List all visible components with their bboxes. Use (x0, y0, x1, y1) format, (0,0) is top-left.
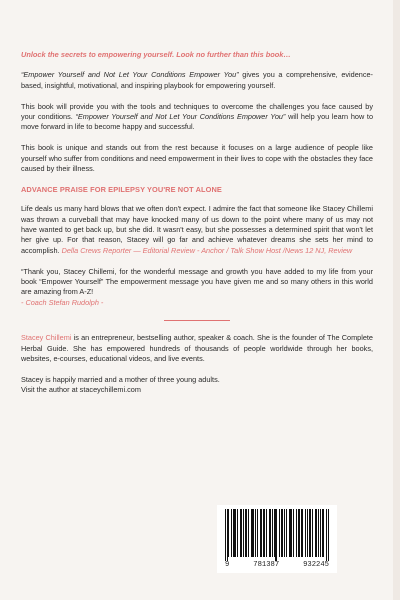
closing-line-1: Stacey is happily married and a mother of three young adults. (21, 374, 220, 384)
praise-heading: ADVANCE PRAISE FOR EPILEPSY YOU'RE NOT ALONE (21, 184, 222, 194)
isbn-barcode (217, 505, 337, 573)
review-1-text: Life deals us many hard blows that we often don't expect. I admire the fact that someone like Stacey Chillemi was thrown a curveball that may have knocked many of us down to the point where many of us may not have wanted to get back up, but she did. It wasn't easy, but she possesses a determined spirit that won't let her give up. For that reason, Stacey will go far and achieve whatever dreams she sets her mind to accomplish. (21, 204, 373, 255)
review-1-attribution: Della Crews Reporter — Editorial Review - Anchor / Talk Show Host /News 12 NJ, Review (61, 245, 353, 255)
tools-text-before: This book will provide you with the tools and techniques to overcome the challenges you face caused by your conditions. (21, 101, 373, 122)
tagline: Unlock the secrets to empowering yourself. Look no further than this book… (21, 50, 291, 59)
review-2 (21, 267, 373, 309)
author-bio-text: is an entrepreneur, bestselling author, speaker & coach. She is the founder of The Complete Herbal Guide. She has empowered hundreds of thousands of people worldwide through her books, websites, e-courses, educational videos, and live events. (21, 333, 373, 364)
tools-text-after: will help you learn how to move forward in life to become happy and successful. (21, 112, 374, 132)
section-divider (164, 320, 230, 321)
barcode-digit-lead: 9 (225, 561, 230, 569)
book-title-quote: “Empower Yourself and Not Let Your Conditions Empower You” (21, 70, 239, 80)
unique-paragraph: This book is unique and stands out from the rest because it focuses on a large audience of people like yourself who suffer from conditions and need empowerment in their lives to cope with the obstacles they face caused by their illness. (21, 143, 373, 174)
spine-edge (393, 0, 400, 600)
intro-paragraph (21, 70, 373, 91)
closing-line-2: Visit the author at staceychillemi.com (21, 385, 141, 395)
book-title-quote-2: “Empower Yourself and Not Let Your Conditions Empower You” (75, 112, 286, 122)
review-1 (21, 204, 373, 256)
author-name: Stacey Chillemi (21, 333, 72, 343)
author-bio (21, 333, 373, 364)
tools-paragraph (21, 102, 373, 133)
intro-text: gives you a comprehensive, evidence-based, insightful, motivational, and inspiring playbook for empowering yourself. (21, 70, 373, 90)
barcode-group-1: 781387 (253, 561, 280, 569)
closing-paragraph (21, 375, 373, 396)
barcode-number (225, 561, 329, 569)
back-cover-text (21, 50, 373, 406)
barcode-bars (225, 509, 329, 561)
review-2-attribution: - Coach Stefan Rudolph - (21, 297, 104, 307)
review-2-text: “Thank you, Stacey Chillemi, for the wonderful message and growth you have added to my life from your book “Empower Yourself” The empowerment message you have given me and so many others in this world are amazing from A-Z! (21, 266, 373, 297)
barcode-group-2: 932245 (303, 561, 329, 569)
